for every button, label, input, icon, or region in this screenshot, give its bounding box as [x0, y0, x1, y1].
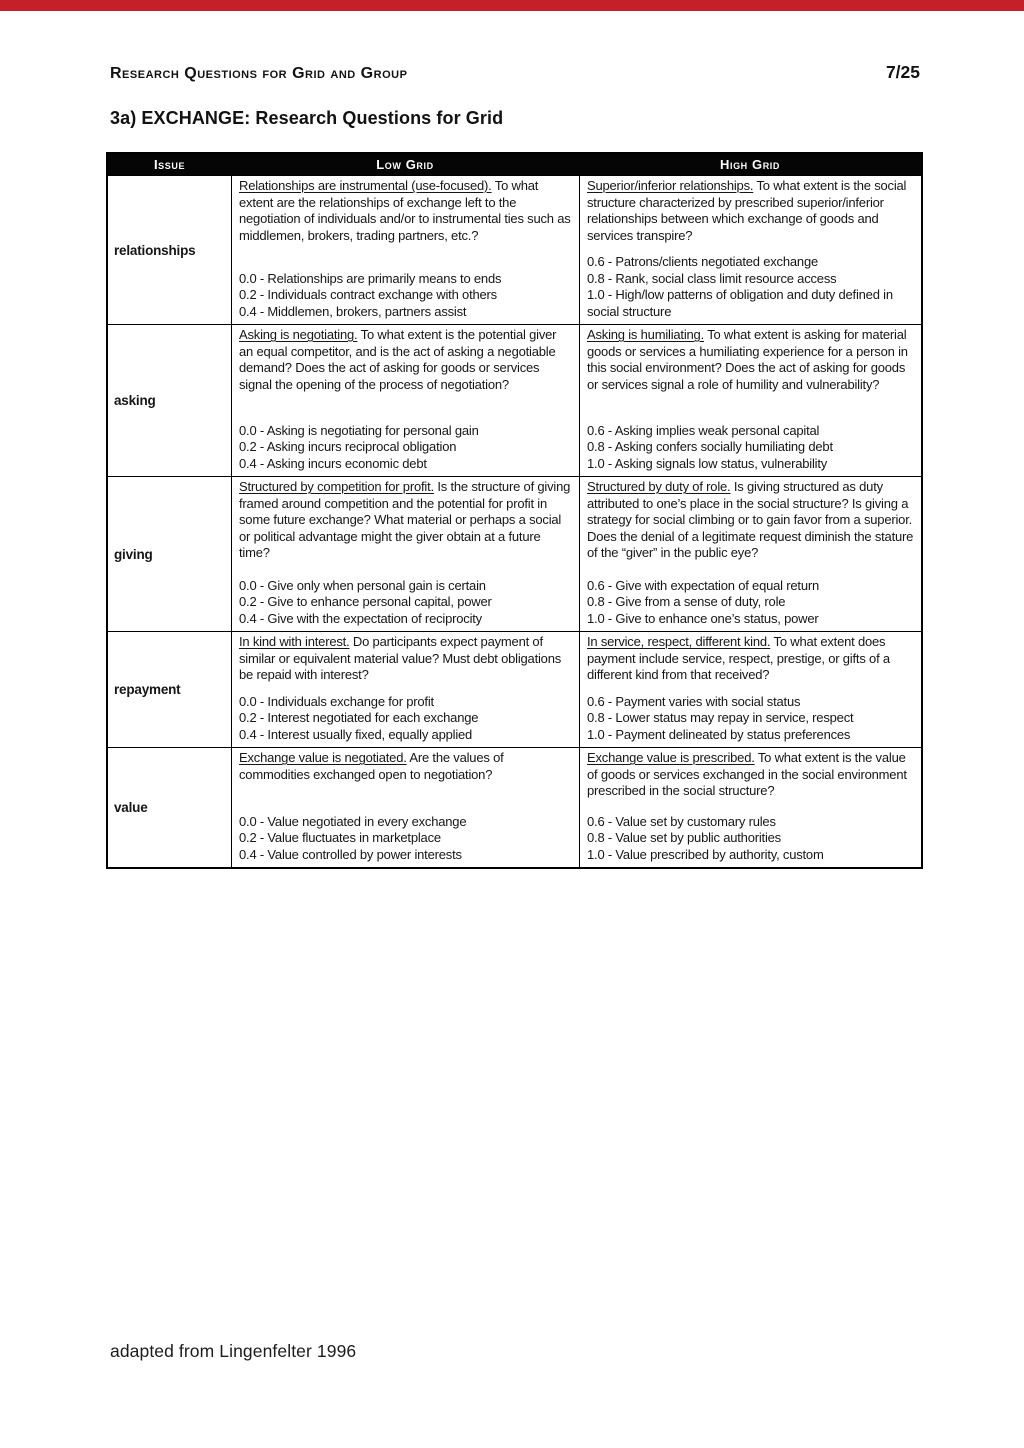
issue-cell: value [114, 800, 148, 815]
scale-list [239, 271, 572, 321]
table-header-row [108, 154, 921, 175]
scale-list [239, 814, 572, 864]
scale-item: 1.0 - Payment delineated by status preferences [587, 726, 851, 742]
scale-item: 0.0 - Individuals exchange for profit [239, 693, 434, 709]
scale-list [587, 254, 914, 320]
scale-item: 0.4 - Give with the expectation of reciprocity [239, 610, 482, 626]
low-grid-cell [231, 632, 579, 747]
low-grid-cell [231, 176, 579, 324]
scale-item: 1.0 - Give to enhance one’s status, power [587, 610, 819, 626]
column-header-high-grid: High Grid [719, 157, 780, 172]
top-accent-bar [0, 0, 1024, 11]
scale-item: 0.6 - Patrons/clients negotiated exchange [587, 254, 819, 269]
scale-item: 0.6 - Give with expectation of equal return [587, 577, 820, 593]
high-grid-cell [579, 632, 921, 747]
scale-item: 0.8 - Give from a sense of duty, role [587, 594, 786, 609]
scale-item: 0.0 - Relationships are primarily means to ends [239, 270, 502, 286]
scale-item: 0.0 - Value negotiated in every exchange [239, 813, 467, 829]
scale-item: 0.4 - Interest usually fixed, equally applied [239, 726, 473, 742]
question-text: In service, respect, different kind. To what extent does payment include service, respect, prestige, or gifts of a different kind from that received? [587, 634, 890, 682]
scale-item: 0.8 - Asking confers socially humiliating debt [587, 439, 833, 454]
question-text: Asking is negotiating. To what extent is the potential giver an equal competitor, and is the act of asking a negotiable demand? Does the act of asking for goods or services signal the opening of the process of negotiation? [239, 327, 557, 392]
scale-list [587, 814, 914, 864]
page-number: 7/25 [885, 62, 920, 82]
question-text: In kind with interest. Do participants expect payment of similar or equivalent material value? Must debt obligations be repaid with interest? [239, 634, 562, 682]
column-header-low-grid: Low Grid [376, 157, 434, 172]
scale-item: 0.8 - Rank, social class limit resource access [587, 270, 837, 286]
scale-item: 0.8 - Value set by public authorities [587, 830, 781, 845]
question-text: Exchange value is negotiated. Are the values of commodities exchanged open to negotiation? [239, 750, 504, 782]
scale-item: 0.0 - Asking is negotiating for personal gain [239, 422, 479, 438]
high-grid-cell [579, 325, 921, 476]
scale-item: 0.6 - Asking implies weak personal capital [587, 422, 820, 438]
scale-item: 1.0 - High/low patterns of obligation and duty defined in social structure [587, 287, 893, 319]
issue-cell: giving [114, 546, 153, 562]
scale-item: 0.8 - Lower status may repay in service, respect [587, 710, 854, 725]
question-text: Structured by competition for profit. Is the structure of giving framed around competition and the potential for profit in some future exchange? What material or perhaps a social or political advantage might the giver obtain at a future time? [239, 479, 571, 560]
table-row [108, 324, 921, 476]
table-row [108, 631, 921, 747]
scale-list [587, 694, 914, 744]
scale-item: 0.2 - Interest negotiated for each exchange [239, 710, 479, 725]
scale-list [587, 578, 914, 628]
issue-cell: asking [114, 393, 156, 408]
question-text: Exchange value is prescribed. To what extent is the value of goods or services exchanged in the social environment prescribed in the social structure? [587, 750, 907, 798]
source-note: adapted from Lingenfelter 1996 [110, 1341, 357, 1361]
issue-cell: relationships [114, 242, 196, 258]
scale-list [239, 578, 572, 628]
scale-list [239, 423, 572, 473]
high-grid-cell [579, 748, 921, 867]
question-text: Structured by duty of role. Is giving structured as duty attributed to one’s place in the social structure? Is giving a strategy for social climbing or to gain favor from a superior. Does the denial of a legitimate request diminish the stature of the “giver” in the public eye? [587, 479, 914, 560]
running-header [110, 62, 920, 83]
scale-item: 0.4 - Asking incurs economic debt [239, 455, 427, 471]
scale-list [587, 423, 914, 473]
scale-item: 0.2 - Give to enhance personal capital, power [239, 594, 492, 609]
research-questions-table [106, 152, 923, 869]
scale-item: 0.0 - Give only when personal gain is certain [239, 577, 486, 593]
scale-item: 0.2 - Value fluctuates in marketplace [239, 830, 441, 845]
scale-item: 1.0 - Value prescribed by authority, custom [587, 846, 824, 862]
column-header-issue: Issue [153, 157, 186, 172]
low-grid-cell [231, 477, 579, 631]
low-grid-cell [231, 325, 579, 476]
question-text: Asking is humiliating. To what extent is asking for material goods or services a humiliating experience for a person in this social environment? Does the act of asking for goods or services signal a role of humility and vulnerability? [587, 327, 908, 392]
high-grid-cell [579, 176, 921, 324]
scale-item: 0.6 - Value set by customary rules [587, 813, 776, 829]
question-text: Superior/inferior relationships. To what extent is the social structure characterized by prescribed superior/inferior relationships between which exchange of goods and services transpire? [587, 178, 907, 243]
scale-item: 0.4 - Middlemen, brokers, partners assist [239, 303, 467, 319]
header-title: Research Questions for Grid and Group [110, 65, 408, 82]
table-row [108, 476, 921, 631]
scale-item: 0.2 - Asking incurs reciprocal obligation [239, 439, 457, 454]
low-grid-cell [231, 748, 579, 867]
scale-list [239, 694, 572, 744]
question-text: Relationships are instrumental (use-focused). To what extent are the relationships of exchange left to the negotiation of individuals and/or to instrumental ties such as middlemen, brokers, trading partners, etc.? [239, 178, 571, 243]
table-row [108, 175, 921, 324]
scale-item: 0.4 - Value controlled by power interests [239, 846, 462, 862]
scale-item: 0.6 - Payment varies with social status [587, 693, 801, 709]
scale-item: 0.2 - Individuals contract exchange with others [239, 287, 497, 302]
scale-item: 1.0 - Asking signals low status, vulnerability [587, 455, 828, 471]
section-title: 3a) EXCHANGE: Research Questions for Grid [110, 108, 504, 128]
table-row [108, 747, 921, 867]
high-grid-cell [579, 477, 921, 631]
issue-cell: repayment [114, 682, 181, 697]
